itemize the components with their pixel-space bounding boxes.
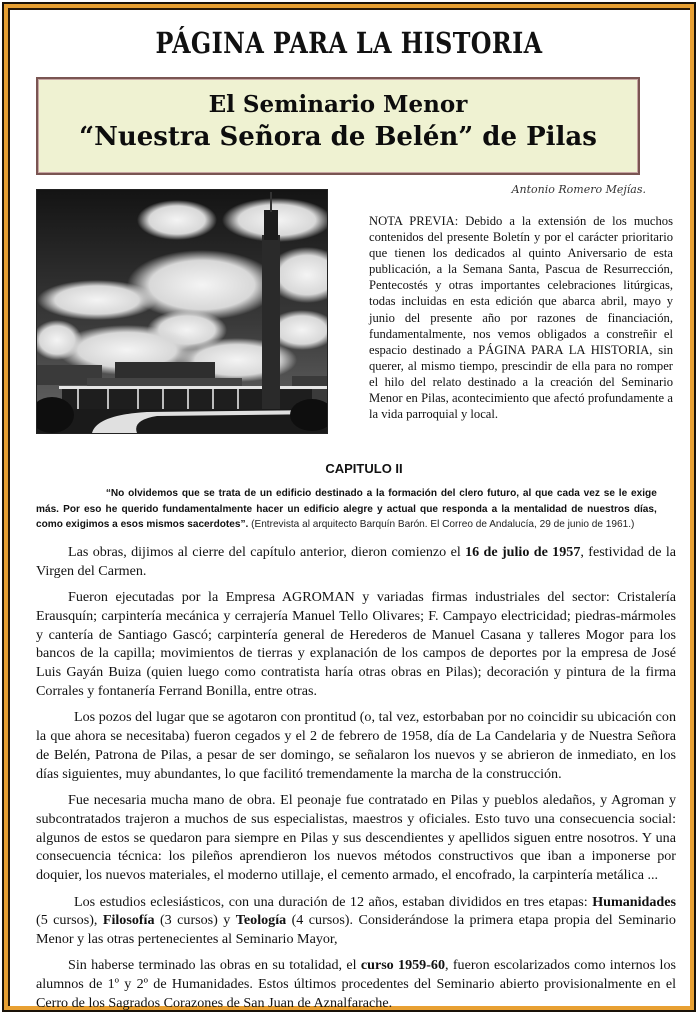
paragraph-4: Fue necesaria mucha mano de obra. El peonaje fue contratado en Pilas y pueblos aledaños, y Agroman y subcontratados trajeron a muchos de sus especialistas, maestros y oficiales. Esto tuvo una consecuencia social: algunos de estos se quedaron para siempre en Pilas y sus descendientes y apellidos siguen entre nosotros. Y una consecuencia técnica: los pileños aprendieron los nuevos métodos constructivos que iban a imponerse por doquier, los nuevos materiales, el moderno utillaje, el cemento armado, el encofrado, la carpintería metálica ...: [36, 792, 676, 884]
p6-text-end: , fueron escolarizados como internos los alumnos de 1º y 2º de Humanidades. Estos últimos procedentes del Seminario abierto provisionalmente en el Cerro de los Sagrados Corazones de San Juan de Aznalfarache.: [36, 957, 676, 1012]
article-title-line-1: El Seminario Menor: [208, 91, 468, 118]
p5-teologia: Teología: [235, 912, 287, 929]
quote-source: (Entrevista al arquitecto Barquín Barón. El Correo de Andalucía, 29 de junio de 1961.): [251, 519, 635, 530]
p5-filosofia: Filosofía: [102, 912, 155, 929]
epigraph-quote: [36, 486, 657, 533]
photo-seminary-building-icon: [37, 190, 327, 433]
p1-text: Las obras, dijimos al cierre del capítulo anterior, dieron comienzo el: [68, 544, 466, 560]
p5-text-4: (4 cursos). Considerándose la primera etapa propia del Seminario Menor y las otras pertenecientes al Seminario Mayor,: [36, 912, 676, 948]
article-title-line-2: “Nuestra Señora de Belén” de Pilas: [79, 122, 597, 152]
paragraph-3: Los pozos del lugar que se agotaron con prontitud (o, tal vez, estorbaban por no coincidir su ubicación con la que ahora se necesitaba) fueron cegados y el 2 de febrero de 1958, día de La Candelaria y de Nuestra Señora de Belén, Patrona de Pilas, a pesar de ser domingo, se señalaron los nuevos y se abrieron de inmediato, en los días siguientes, muy abundantes, lo que facilitó tremendamente la marcha de la construcción.: [36, 709, 676, 782]
nota-previa-label: NOTA PREVIA:: [369, 214, 459, 228]
p6-text: Sin haberse terminado las obras en su totalidad, el: [68, 957, 361, 974]
article-title-box: [36, 77, 640, 175]
p5-humanidades: Humanidades: [592, 893, 676, 910]
seminary-photo: [36, 189, 328, 434]
p1-text-end: , festividad de la Virgen del Carmen.: [36, 544, 676, 579]
chapter-heading: CAPITULO II: [325, 461, 403, 476]
author-byline: Antonio Romero Mejías.: [511, 183, 646, 196]
quote-text: “No olvidemos que se trata de un edificio destinado a la formación del clero futuro, al que cada vez se le exige más. Por eso he querido fundamentalmente hacer un edificio alegre y actual que responda a la mentalidad de nuestros días, como exigimos a esos mismos sacerdotes”.: [36, 488, 657, 530]
paragraph-5: [36, 893, 676, 949]
nota-previa-text: Debido a la extensión de los muchos contenidos del presente Boletín y por el carácter prioritario que tienen los dedicados al quinto Aniversario de esta publicación, a la Semana Santa, Pascua de Resurrección, Pentecostés y otras importantes celebraciones litúrgicas, todas incluidas en esta edición que abarca abril, mayo y junio del presente año por razones de financiación, fundamentalmente, nos vemos obligados a constreñir el espacio destinado a PÁGINA PARA LA HISTORIA, sin querer, al mismo tiempo, prescindir de ella para no romper el hilo del relato destinado a la creación del Seminario Menor en Pilas, acontecimiento que afectó profundamente a la vida parroquial y local.: [369, 214, 673, 422]
section-header: PÁGINA PARA LA HISTORIA: [155, 26, 543, 60]
paragraph-6: [36, 956, 676, 1012]
p5-text-2: (5 cursos),: [36, 912, 103, 929]
nota-previa: [369, 213, 673, 422]
p6-curso-bold: curso 1959-60: [360, 957, 446, 974]
paragraph-2: Fueron ejecutadas por la Empresa AGROMAN y variadas firmas industriales del sector: Cristalería Erausquín; carpintería mecánica y cerrajería Manuel Tello Olivares; F. Campayo electricidad; piedras-mármoles y cantería de Santiago Gascó; carpintería general de Herederos de Manuel Casana y talleres Mogor para los bancos de la capilla; movimientos de tierras y explanación de los campos de deportes por la empresa de José Luis Gayán Buiza (quien luego como contratista haría otras obras en Pilas); decoración y pintura de la firma Corrales y fontanería Ferrand Bonilla, entre otras.: [36, 589, 676, 700]
article-body: [36, 543, 676, 1020]
p1-date-bold: 16 de julio de 1957: [465, 544, 581, 560]
paragraph-1: [36, 543, 676, 581]
p5-text-1: Los estudios eclesiásticos, con una duración de 12 años, estaban divididos en tres etapas:: [74, 893, 593, 910]
p5-text-3: (3 cursos) y: [154, 912, 236, 929]
